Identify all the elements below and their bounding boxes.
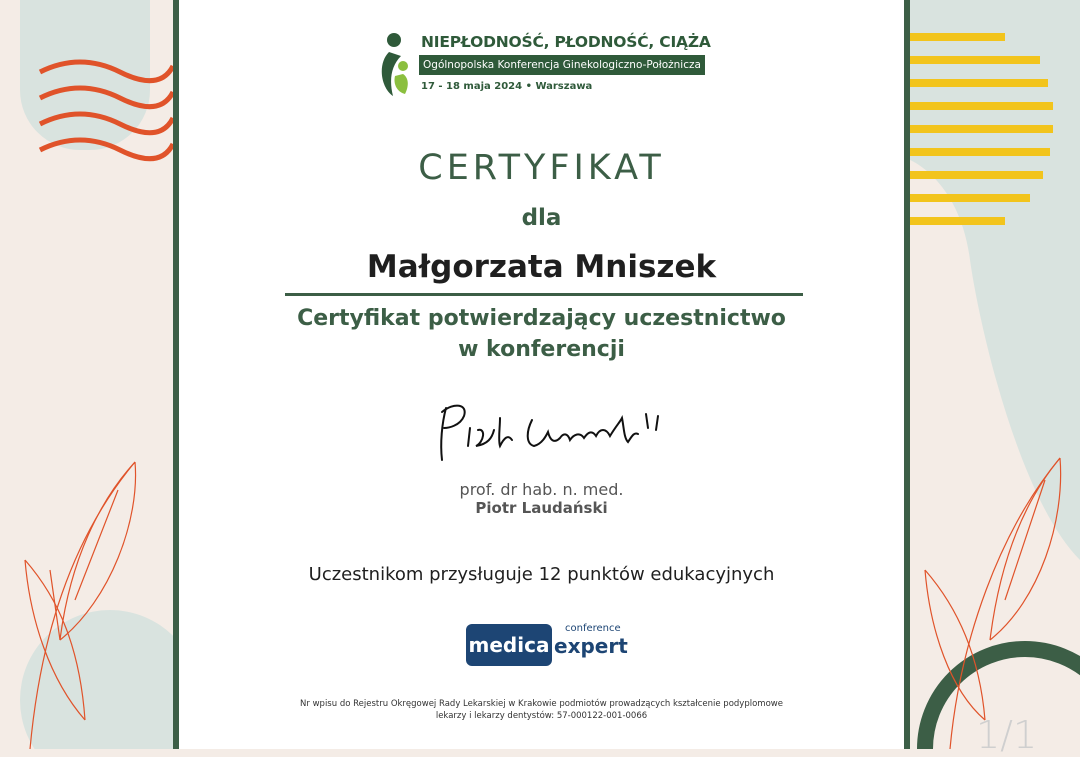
mother-child-icon [379,30,419,100]
footer-note [179,698,904,722]
certificate-title: CERTYFIKAT [418,148,665,188]
signature [434,398,664,472]
signatory-name: Piotr Laudański [475,499,608,517]
brand-word: expert [554,634,628,658]
left-decor-panel [0,0,173,749]
conference-date: 17 - 18 maja 2024 • Warszawa [421,81,593,92]
conference-subtitle: Ogólnopolska Konferencja Ginekologiczno-Położnicza [419,55,705,75]
right-decor-art [910,0,1080,749]
conference-title: NIEPŁODNOŚĆ, PŁODNOŚĆ, CIĄŻA [421,33,711,51]
brand-box-text: medica [466,624,552,666]
description-line-1: Certyfikat potwierdzający uczestnictwo [297,306,786,331]
right-decor-panel [910,0,1080,749]
name-underline [285,293,803,296]
footer-line-2: lekarzy i lekarzy dentystów: 57-000122-001-0066 [435,711,648,721]
brand-small: conference [565,623,621,634]
conference-logo [379,30,719,100]
recipient-name: Małgorzata Mniszek [366,249,717,285]
left-decor-art [0,0,173,749]
education-points: Uczestnikom przysługuje 12 punktów edukacyjnych [308,564,775,585]
signatory-title: prof. dr hab. n. med. [459,480,624,499]
medica-expert-logo [466,624,646,670]
handwritten-signature [434,398,664,468]
certificate-paper [173,0,910,749]
description-line-2: w konferencji [458,337,625,362]
certificate-for: dla [521,205,562,231]
footer-line-1: Nr wpisu do Rejestru Okręgowej Rady Lekarskiej w Krakowie podmiotów prowadzących kształcenie podyplomowe [300,699,783,709]
certificate-description [179,303,904,365]
page-indicator: 1/1 [976,713,1038,757]
